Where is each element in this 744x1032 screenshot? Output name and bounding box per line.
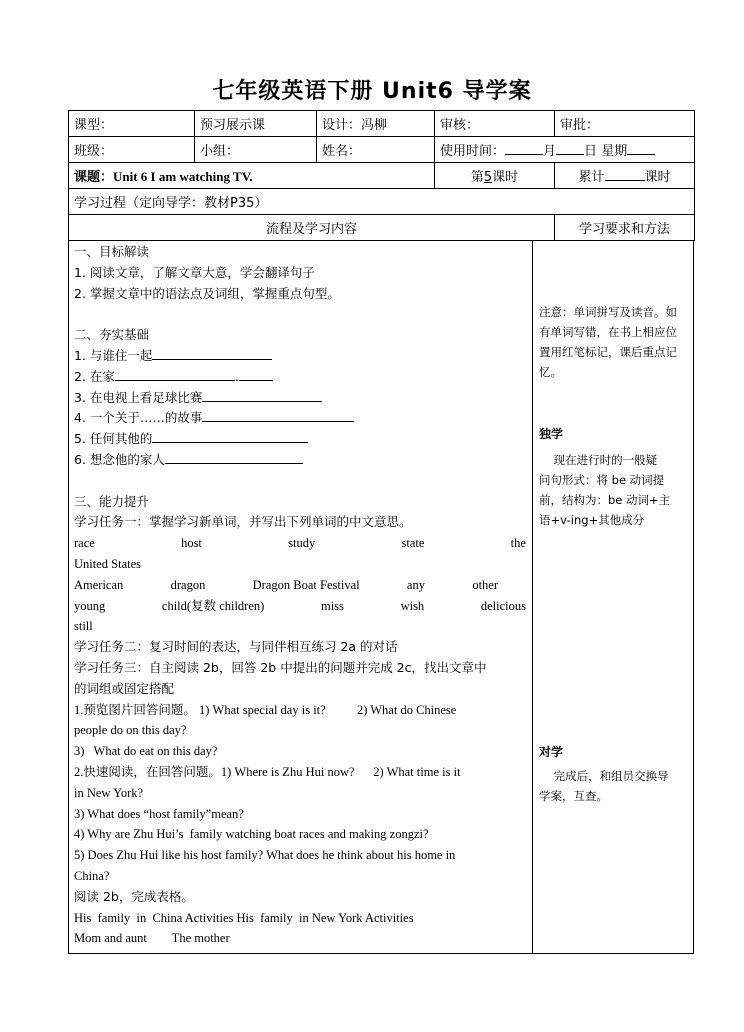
section3-heading: 三、能力提升 <box>74 493 150 509</box>
task3-b: 的词组或固定搭配 <box>74 680 175 696</box>
header-table <box>68 110 695 241</box>
question5-b: China? <box>74 868 110 883</box>
cell-process: 学习过程（定向导学：教材P35） <box>69 189 695 215</box>
day-blank[interactable] <box>556 142 584 155</box>
question2-a: 2.快速阅读，在回答问题。1) Where is Zhu Hui now? 2) What time is it <box>74 764 461 779</box>
header-row-2 <box>69 137 695 163</box>
question3: 3) What does “host family”mean? <box>74 806 244 821</box>
fill-blank-6[interactable] <box>165 451 303 464</box>
task1: 学习任务一：掌握学习新单词，并写出下列单词的中文意思。 <box>74 514 412 530</box>
cell-reviewer: 审核： <box>435 111 555 137</box>
question2-b: in New York? <box>74 785 144 800</box>
task3-a: 学习任务三：自主阅读 2b，回答 2b 中提出的问题并完成 2c，找出文章中 <box>74 659 487 675</box>
weekday-blank[interactable] <box>627 142 655 155</box>
lesson-suffix: 课时 <box>492 170 519 185</box>
task2: 学习任务二：复习时间的表达，与同伴相互练习 2a 的对话 <box>74 639 398 655</box>
section1-item-1: 1. 阅读文章，了解文章大意，学会翻译句子 <box>74 264 315 280</box>
fill-blank-5[interactable] <box>152 430 308 443</box>
side-pair-study: 对学 完成后，和组员交换导 学案，互查。 <box>539 742 689 806</box>
cell-class: 班级： <box>69 137 195 163</box>
section1-item-2: 2. 掌握文章中的语法点及词组，掌握重点句型。 <box>74 285 340 301</box>
column-heading-method: 学习要求和方法 <box>555 215 695 241</box>
fill-blank-2b[interactable] <box>239 368 273 381</box>
fill-item-5: 5. 任何其他的 <box>74 429 526 450</box>
word-row-3: young child(复数 children) miss wish delicious <box>74 598 526 613</box>
activity-table-row: Mom and aunt The mother <box>74 931 230 946</box>
side-solo-study: 独学 现在进行时的一般疑 问句形式：将 be 动词提 前，结构为：be 动词+主 语+v-ing+其他成分 <box>539 424 689 530</box>
word-row-4: still <box>74 619 93 634</box>
cell-total-lessons <box>555 163 695 189</box>
fill-item-4: 4. 一个关于……的故事 <box>74 408 526 429</box>
side-note: 注意：单词拼写及读音。如 有单词写错，在书上相应位 置用红笔标记，课后重点记 忆。 <box>539 305 677 379</box>
cell-designer: 设计：冯柳 <box>317 111 435 137</box>
day-label: 日 <box>584 144 598 159</box>
pair-heading: 对学 <box>539 745 564 759</box>
question1-a: 1.预览图片回答问题。 1) What special day is it? 2) What do Chinese <box>74 702 457 717</box>
solo-heading: 独学 <box>539 427 564 441</box>
header-row-3 <box>69 163 695 189</box>
word-row-2: American dragon Dragon Boat Festival any other <box>74 577 498 592</box>
activity-table-head: His family in China Activities His family in New York Activities <box>74 910 414 925</box>
word-row-1: race host study state the <box>74 536 526 551</box>
main-column <box>74 242 526 949</box>
month-blank[interactable] <box>505 142 543 155</box>
section1-heading: 一、目标解读 <box>74 244 150 259</box>
fill-blank-3[interactable] <box>202 389 322 402</box>
header-row-4 <box>69 189 695 215</box>
fill-item-6: 6. 想念他的家人 <box>74 450 526 471</box>
cell-lesson-type-value: 预习展示课 <box>195 111 317 137</box>
fill-item-1: 1. 与谁住一起 <box>74 346 526 367</box>
column-divider <box>532 240 533 953</box>
cell-approver: 审批： <box>555 111 695 137</box>
cell-lesson-number <box>435 163 555 189</box>
cell-use-time <box>435 137 695 163</box>
month-label: 月 <box>543 144 557 159</box>
question1-b: people do on this day? <box>74 723 187 738</box>
fill-blank-2a[interactable] <box>115 368 235 381</box>
header-row-1 <box>69 111 695 137</box>
question1-c: 3) What do eat on this day? <box>74 744 218 759</box>
question4: 4) Why are Zhu Hui’s family watching boat races and making zongzi? <box>74 827 429 842</box>
column-heading-content: 流程及学习内容 <box>69 215 555 241</box>
fill-blank-4[interactable] <box>202 409 354 422</box>
fill-item-3: 3. 在电视上看足球比赛 <box>74 388 526 409</box>
lesson-number: 5 <box>483 170 493 185</box>
cell-group: 小组： <box>195 137 317 163</box>
fill-blank-1[interactable] <box>152 347 272 360</box>
word-row-1b: United States <box>74 556 142 571</box>
total-suffix: 课时 <box>644 170 671 185</box>
use-time-label: 使用时间： <box>440 144 506 159</box>
cell-name: 姓名： <box>317 137 435 163</box>
fill-item-2: 2. 在家 . <box>74 367 526 388</box>
total-blank[interactable] <box>605 168 645 181</box>
header-row-5 <box>69 215 695 241</box>
cell-topic: 课题：Unit 6 I am watching TV. <box>69 163 435 189</box>
weekday-label: 星期 <box>601 144 628 159</box>
content-area <box>68 240 694 954</box>
lesson-prefix: 第 <box>470 170 484 185</box>
cell-lesson-type-label: 课型： <box>69 111 195 137</box>
section2-heading: 二、夯实基础 <box>74 327 150 343</box>
question5-a: 5) Does Zhu Hui like his host family? What does he think about his home in <box>74 848 456 863</box>
page-title: 七年级英语下册 Unit6 导学案 <box>212 79 532 104</box>
read-instruction: 阅读 2b，完成表格。 <box>74 888 194 904</box>
total-prefix: 累计 <box>578 170 605 185</box>
